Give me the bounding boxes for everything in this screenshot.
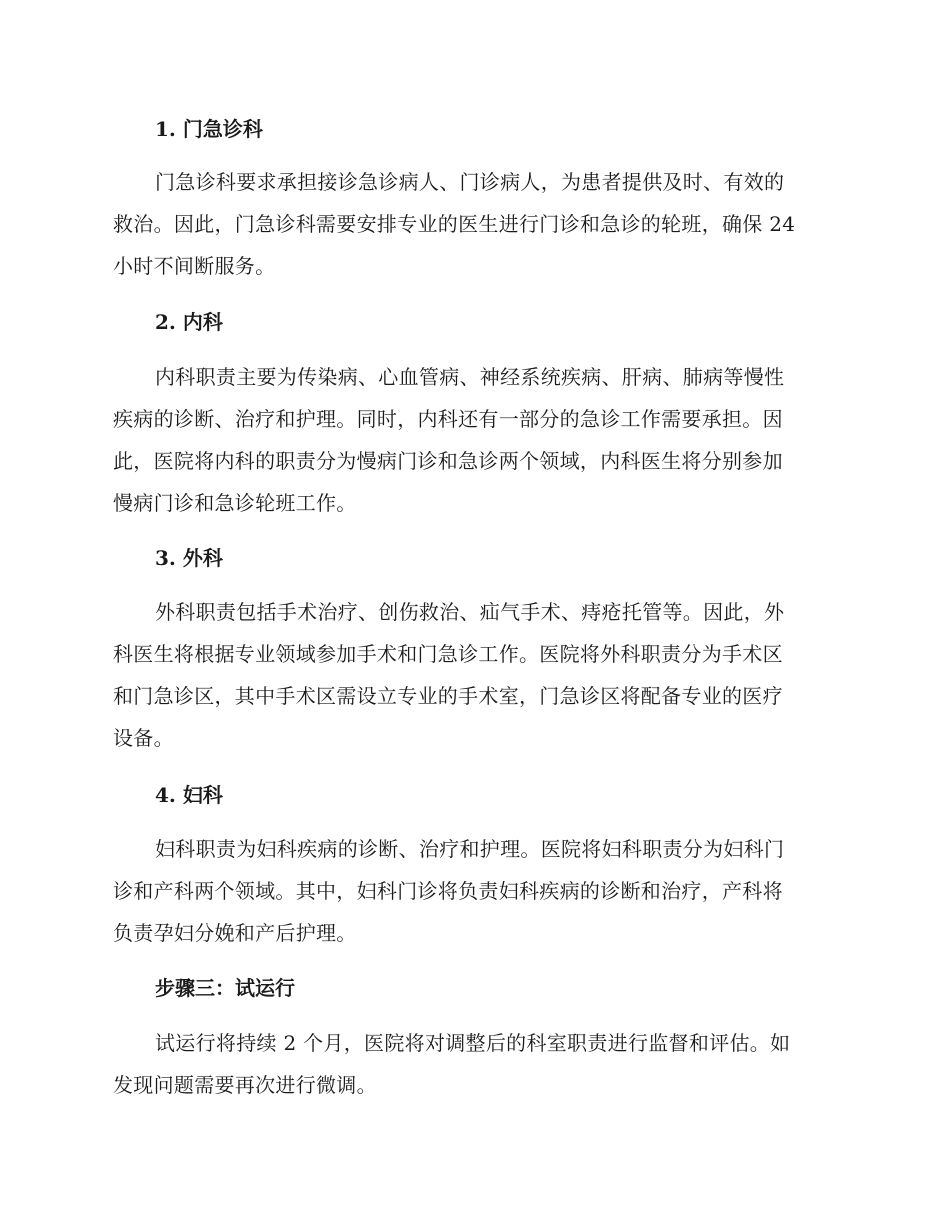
paragraph-line: 外科职责包括手术治疗、创伤救治、疝气手术、痔疮托管等。因此，外 (155, 600, 785, 624)
paragraph-line: 内科职责主要为传染病、心血管病、神经系统疾病、肝病、肺病等慢性 (155, 365, 785, 389)
paragraph-line: 疾病的诊断、治疗和护理。同时，内科还有一部分的急诊工作需要承担。因 (113, 407, 783, 431)
paragraph-line: 诊和产科两个领域。其中，妇科门诊将负责妇科疾病的诊断和治疗，产科将 (113, 879, 783, 903)
section-heading-internal-medicine: 2. 内科 (155, 310, 223, 334)
paragraph-line: 小时不间断服务。 (113, 254, 276, 278)
section-heading-gynecology: 4. 妇科 (155, 783, 223, 807)
section-heading-surgery: 3. 外科 (155, 546, 223, 570)
section-heading-trial-run: 步骤三：试运行 (155, 976, 295, 1000)
paragraph-line: 和门急诊区，其中手术区需设立专业的手术室，门急诊区将配备专业的医疗 (113, 684, 783, 708)
paragraph-line: 设备。 (113, 726, 174, 750)
paragraph-line: 妇科职责为妇科疾病的诊断、治疗和护理。医院将妇科职责分为妇科门 (155, 837, 785, 861)
paragraph-line: 试运行将持续 2 个月，医院将对调整后的科室职责进行监督和评估。如 (155, 1031, 791, 1055)
paragraph-line: 救治。因此，门急诊科需要安排专业的医生进行门诊和急诊的轮班，确保 24 (113, 212, 796, 236)
paragraph-line: 科医生将根据专业领域参加手术和门急诊工作。医院将外科职责分为手术区 (113, 642, 783, 666)
section-heading-emergency: 1. 门急诊科 (155, 117, 263, 141)
paragraph-line: 此，医院将内科的职责分为慢病门诊和急诊两个领域，内科医生将分别参加 (113, 449, 783, 473)
paragraph-line: 发现问题需要再次进行微调。 (113, 1073, 377, 1097)
paragraph-line: 负责孕妇分娩和产后护理。 (113, 921, 357, 945)
paragraph-line: 慢病门诊和急诊轮班工作。 (113, 491, 357, 515)
paragraph-line: 门急诊科要求承担接诊急诊病人、门诊病人，为患者提供及时、有效的 (155, 170, 785, 194)
